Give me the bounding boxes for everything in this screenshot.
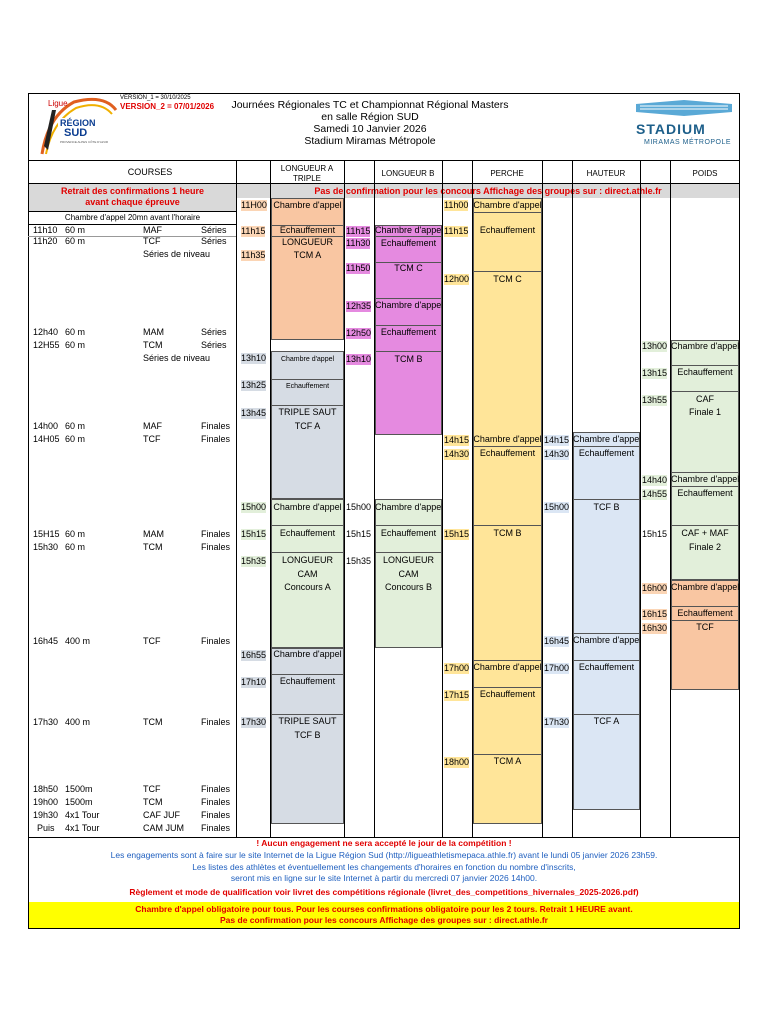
longueur-a-label: TCF B xyxy=(294,730,321,740)
course-time: 14h00 xyxy=(33,421,59,431)
longueur-a-label: Chambre d'appel xyxy=(273,502,342,512)
course-cat: TCF xyxy=(143,236,161,246)
longueur-b-time: 12h35 xyxy=(346,301,372,311)
longueur-a-time: 15h00 xyxy=(241,502,267,512)
hauteur-time: 17h30 xyxy=(544,717,570,727)
longueur-a-label: Echauffement xyxy=(285,383,330,390)
poids-time: 15h15 xyxy=(642,529,668,539)
course-cat: Séries de niveau xyxy=(143,249,211,259)
course-time: 19h00 xyxy=(33,797,59,807)
course-phase: Finales xyxy=(201,636,231,646)
poids-time: 14h55 xyxy=(642,489,668,499)
course-time: 17h30 xyxy=(33,717,59,727)
poids-label: Chambre d'appel xyxy=(671,474,740,484)
col-longueur-b: LONGUEUR B xyxy=(381,169,435,178)
longueur-b-label: Chambre d'appel xyxy=(375,300,444,310)
hauteur-label: Echauffement xyxy=(578,662,635,672)
poids-time: 13h55 xyxy=(642,395,668,405)
chambre-appel-note: Chambre d'appel 20mn avant l'horaire xyxy=(64,213,201,222)
longueur-b-time: 15h15 xyxy=(346,529,372,539)
course-cat: TCM xyxy=(143,340,163,350)
perche-time: 14h30 xyxy=(444,449,470,459)
poids-time: 16h15 xyxy=(642,609,668,619)
course-dist: 400 m xyxy=(65,636,91,646)
longueur-a-time: 11H00 xyxy=(241,200,267,210)
poids-label: Finale 2 xyxy=(688,542,722,552)
longueur-a-label: Echauffement xyxy=(279,225,336,235)
logo-sud-text: SUD xyxy=(64,127,88,139)
footer-line-6: Chambre d'appel obligatoire pour tous. Pour les courses confirmations obligatoire pour les 2 tours. Retrait 1 HEURE avant. xyxy=(135,904,633,914)
longueur-a-label: LONGUEUR xyxy=(281,237,333,247)
longueur-a-block-1 xyxy=(271,198,344,340)
perche-label: Chambre d'appel xyxy=(473,662,542,672)
perche-time: 15h15 xyxy=(444,529,470,539)
course-time: 12H55 xyxy=(33,340,60,350)
courses-confirmation-note-2: avant chaque épreuve xyxy=(85,197,180,207)
hauteur-time: 15h00 xyxy=(544,502,570,512)
course-time: 19h30 xyxy=(33,810,59,820)
poids-label: Finale 1 xyxy=(688,407,722,417)
hauteur-label: Chambre d'appel xyxy=(573,434,642,444)
hauteur-label: TCF A xyxy=(593,716,620,726)
poids-label: CAF + MAF xyxy=(681,528,729,538)
col-longueur-a: LONGUEUR A xyxy=(280,164,334,173)
poids-label: Echauffement xyxy=(677,608,733,618)
longueur-a-label: LONGUEUR xyxy=(281,555,333,565)
course-dist: 60 m xyxy=(65,421,86,431)
version-1: VERSION_1 = 30/10/2025 xyxy=(120,95,191,101)
poids-label: Echauffement xyxy=(677,488,733,498)
course-cat: CAF JUF xyxy=(143,810,180,820)
poids-label: Chambre d'appel xyxy=(671,341,740,351)
longueur-b-label: CAM xyxy=(398,569,419,579)
col-poids: POIDS xyxy=(692,169,718,178)
course-dist: 1500m xyxy=(65,784,93,794)
course-phase: Finales xyxy=(201,434,231,444)
longueur-b-time: 13h10 xyxy=(346,354,372,364)
header-line-3: Samedi 10 Janvier 2026 xyxy=(313,123,427,135)
course-dist: 4x1 Tour xyxy=(65,810,100,820)
course-phase: Finales xyxy=(201,542,231,552)
header-line-4: Stadium Miramas Métropole xyxy=(304,135,436,147)
course-cat: MAF xyxy=(143,225,162,235)
perche-time: 14h15 xyxy=(444,435,470,445)
perche-time: 11h00 xyxy=(444,200,469,210)
footer-line-7: Pas de confirmation pour les concours Affichage des groupes sur : direct.athle.fr xyxy=(220,915,548,925)
course-cat: TCF xyxy=(143,784,161,794)
footer-line-5: Règlement et mode de qualification voir livret des compétitions régionale (livret_des_competitions_hivernales_2025-2026.pdf) xyxy=(129,887,639,897)
poids-label: TCF xyxy=(696,622,714,632)
longueur-a-time: 17h10 xyxy=(241,677,267,687)
longueur-a-label: Echauffement xyxy=(279,676,336,686)
stadium-logo xyxy=(634,98,734,152)
longueur-a-time: 15h35 xyxy=(241,556,267,566)
footer-line-4: seront mis en ligne sur le site Internet à partir du mercredi 07 janvier 2026 14h00. xyxy=(230,873,538,883)
course-cat: Séries de niveau xyxy=(143,353,211,363)
footer-line-3: Les listes des athlètes et éventuellement les changements d'horaires en fonction du nombre d'inscrits, xyxy=(192,862,576,872)
course-cat: TCM xyxy=(143,797,163,807)
course-cat: MAM xyxy=(143,327,164,337)
perche-block-1 xyxy=(473,198,542,824)
longueur-b-label: TCM B xyxy=(394,354,423,364)
longueur-a-time: 11h15 xyxy=(241,226,266,236)
course-phase: Finales xyxy=(201,529,231,539)
footer-line-1: ! Aucun engagement ne sera accepté le jour de la compétition ! xyxy=(256,838,512,848)
longueur-b-label: Echauffement xyxy=(380,528,437,538)
course-dist: 60 m xyxy=(65,225,86,235)
longueur-a-label: TCF A xyxy=(294,421,321,431)
longueur-a-time: 16h55 xyxy=(241,650,267,660)
version-2: VERSION_2 = 07/01/2026 xyxy=(120,102,215,111)
ligue-logo xyxy=(34,96,118,158)
course-cat: TCF xyxy=(143,636,161,646)
hauteur-time: 16h45 xyxy=(544,636,570,646)
perche-time: 17h00 xyxy=(444,663,470,673)
poids-time: 16h00 xyxy=(642,583,668,593)
longueur-b-label: Echauffement xyxy=(380,238,437,248)
course-phase: Séries xyxy=(201,340,227,350)
perche-label: Echauffement xyxy=(479,448,536,458)
course-time: 16h45 xyxy=(33,636,59,646)
poids-block-2 xyxy=(671,580,739,690)
course-phase: Finales xyxy=(201,823,231,833)
course-time: 14H05 xyxy=(33,434,60,444)
hauteur-time: 14h15 xyxy=(544,435,570,445)
stadium-sub: MIRAMAS MÉTROPOLE xyxy=(644,139,732,146)
poids-label: Chambre d'appel xyxy=(671,582,740,592)
course-phase: Séries xyxy=(201,327,227,337)
longueur-a-label: TCM A xyxy=(293,250,322,260)
course-dist: 1500m xyxy=(65,797,93,807)
hauteur-label: Echauffement xyxy=(578,448,635,458)
longueur-b-time: 11h15 xyxy=(346,226,371,236)
longueur-a-label: TRIPLE SAUT xyxy=(278,407,337,417)
course-time: 18h50 xyxy=(33,784,59,794)
course-cat: CAM JUM xyxy=(143,823,184,833)
longueur-b-label: Echauffement xyxy=(380,327,437,337)
poids-time: 13h00 xyxy=(642,341,668,351)
course-phase: Finales xyxy=(201,421,231,431)
logo-ligue-text: Ligue xyxy=(48,99,68,108)
course-phase: Séries xyxy=(201,236,227,246)
longueur-a-time: 11h35 xyxy=(241,250,266,260)
poids-time: 14h40 xyxy=(642,475,668,485)
logo-region-text: RÉGION xyxy=(60,118,96,128)
poids-time: 13h15 xyxy=(642,368,668,378)
hauteur-label: Chambre d'appel xyxy=(573,635,642,645)
longueur-b-label: LONGUEUR xyxy=(382,555,434,565)
course-dist: 400 m xyxy=(65,717,91,727)
poids-label: CAF xyxy=(696,394,714,404)
course-cat: TCM xyxy=(143,542,163,552)
perche-label: Echauffement xyxy=(479,225,536,235)
longueur-b-time: 15h00 xyxy=(346,502,372,512)
perche-time: 11h15 xyxy=(444,226,469,236)
course-phase: Finales xyxy=(201,784,231,794)
course-cat: MAM xyxy=(143,529,164,539)
perche-label: Chambre d'appel xyxy=(473,200,542,210)
longueur-b-label: Concours B xyxy=(384,582,433,592)
course-dist: 60 m xyxy=(65,434,86,444)
perche-label: TCM A xyxy=(493,756,522,766)
course-time: 11h20 xyxy=(33,236,58,246)
header-line-2: en salle Région SUD xyxy=(321,111,419,123)
poids-label: Echauffement xyxy=(677,367,733,377)
course-phase: Finales xyxy=(201,810,231,820)
logo-sub-text: PROVENCE ALPES CÔTE D'AZUR xyxy=(60,140,109,144)
hauteur-time: 14h30 xyxy=(544,449,570,459)
course-time: 12h40 xyxy=(33,327,59,337)
course-dist: 4x1 Tour xyxy=(65,823,100,833)
perche-label: TCM C xyxy=(493,274,522,284)
courses-confirmation-note-1: Retrait des confirmations 1 heure xyxy=(60,186,205,196)
course-cat: TCF xyxy=(143,434,161,444)
course-dist: 60 m xyxy=(65,236,86,246)
course-cat: MAF xyxy=(143,421,162,431)
perche-label: TCM B xyxy=(493,528,522,538)
course-dist: 60 m xyxy=(65,542,86,552)
course-time: 15h30 xyxy=(33,542,59,552)
longueur-a-label: TRIPLE SAUT xyxy=(278,716,337,726)
perche-time: 18h00 xyxy=(444,757,470,767)
header-line-1: Journées Régionales TC et Championnat Régional Masters xyxy=(231,99,509,111)
poids-time: 16h30 xyxy=(642,623,668,633)
perche-label: Chambre d'appel xyxy=(473,434,542,444)
longueur-b-time: 12h50 xyxy=(346,328,372,338)
hauteur-block-1 xyxy=(573,432,640,810)
col-perche: PERCHE xyxy=(490,169,524,178)
longueur-a-label: Chambre d'appel xyxy=(273,649,342,659)
course-cat: TCM xyxy=(143,717,163,727)
stadium-brand: STADIUM xyxy=(636,121,706,137)
longueur-a-label: Concours A xyxy=(284,582,331,592)
footer-line-2: Les engagements sont à faire sur le site Internet de la Ligue Région Sud (http://ligueathletismepaca.athle.fr) avant le lundi 05 janvier 2026 23h59. xyxy=(110,850,658,860)
longueur-a-time: 17h30 xyxy=(241,717,267,727)
longueur-a-time: 13h25 xyxy=(241,380,267,390)
longueur-b-label: Chambre d'appel xyxy=(375,502,444,512)
col-hauteur: HAUTEUR xyxy=(586,169,626,178)
perche-time: 17h15 xyxy=(444,690,470,700)
longueur-a-label: Chambre d'appel xyxy=(273,200,342,210)
perche-label: Echauffement xyxy=(479,689,536,699)
course-phase: Finales xyxy=(201,797,231,807)
hauteur-label: TCF B xyxy=(593,502,620,512)
longueur-b-time: 11h50 xyxy=(346,263,371,273)
perche-time: 12h00 xyxy=(444,274,470,284)
longueur-b-time: 15h35 xyxy=(346,556,372,566)
longueur-a-label: Chambre d'appel xyxy=(280,356,335,363)
course-dist: 60 m xyxy=(65,340,86,350)
hauteur-time: 17h00 xyxy=(544,663,570,673)
longueur-a-time: 13h45 xyxy=(241,408,267,418)
col-longueur-a-sub: TRIPLE xyxy=(292,174,321,183)
stadium-roof-icon xyxy=(634,98,734,122)
course-time: 11h10 xyxy=(33,225,58,235)
course-time: 15H15 xyxy=(33,529,60,539)
longueur-a-time: 15h15 xyxy=(241,529,267,539)
col-courses: COURSES xyxy=(127,167,173,177)
longueur-a-label: Echauffement xyxy=(279,528,336,538)
longueur-b-label: Chambre d'appel xyxy=(375,225,444,235)
longueur-b-label: TCM C xyxy=(394,263,423,273)
course-dist: 60 m xyxy=(65,327,86,337)
longueur-b-time: 11h30 xyxy=(346,238,371,248)
longueur-a-label: CAM xyxy=(297,569,318,579)
course-time: Puis xyxy=(37,823,55,833)
longueur-a-time: 13h10 xyxy=(241,353,267,363)
concours-confirmation-note: Pas de confirmation pour les concours Affichage des groupes sur : direct.athle.fr xyxy=(314,186,662,196)
course-phase: Finales xyxy=(201,717,231,727)
course-dist: 60 m xyxy=(65,529,86,539)
course-phase: Séries xyxy=(201,225,227,235)
